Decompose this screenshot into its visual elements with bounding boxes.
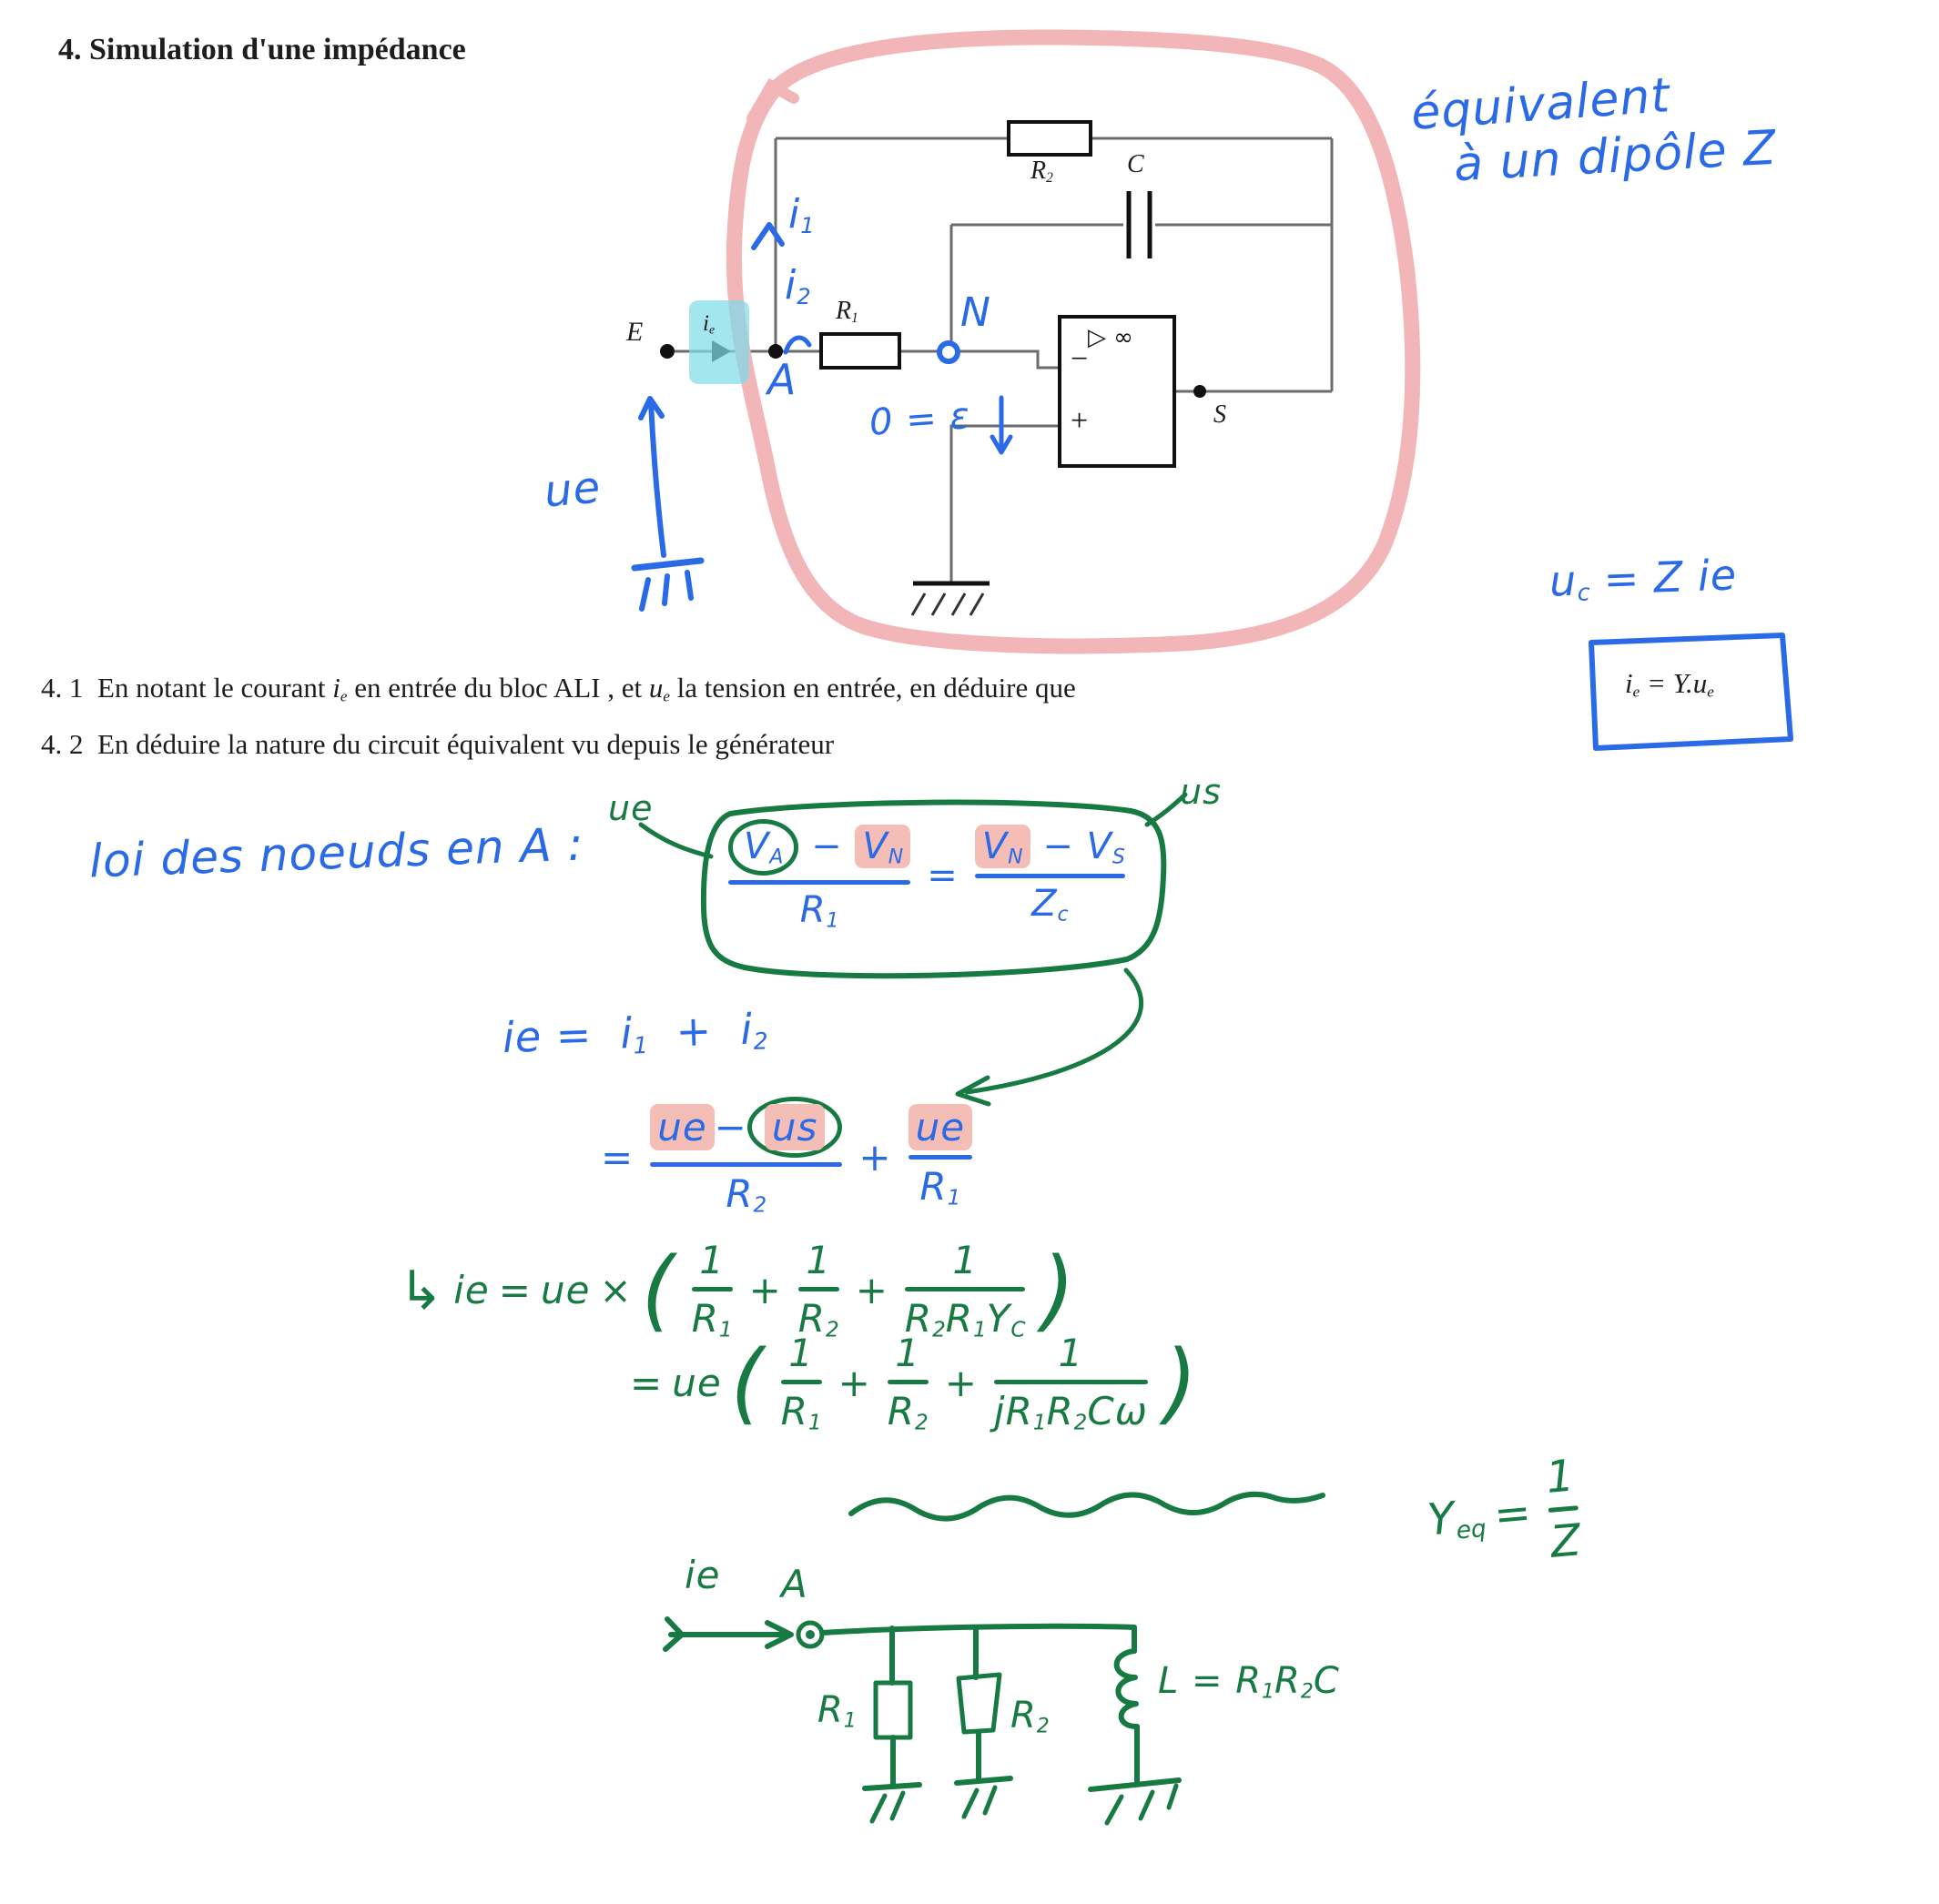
ue-ground-hatch: [687, 572, 691, 598]
sketch-R2-ground-hatch: [985, 1788, 995, 1813]
sketch-R1-ground-hatch: [892, 1793, 903, 1818]
uc-equation: uc = Z ie: [1548, 550, 1738, 606]
current-sum-equation: ie = i1 + i2: [502, 1004, 769, 1063]
question-4-2: 4. 2 En déduire la nature du circuit équivalent vu depuis le générateur: [41, 728, 835, 760]
sketch-A-label: A: [781, 1562, 808, 1606]
equivalent-note-line1: équivalent: [1409, 68, 1672, 141]
node-N-ring: [939, 343, 958, 361]
ue-connector-stroke: [641, 825, 711, 856]
us-green-label: us: [1180, 772, 1222, 812]
kcl-label: loi des noeuds en A :: [88, 817, 585, 888]
ue-symbol: ue: [648, 672, 670, 705]
ue-annotation: ue: [542, 461, 604, 518]
sketch-L-ground-hatch: [1141, 1792, 1152, 1818]
sketch-R1-ground: [865, 1785, 919, 1788]
sketch-L-ground-hatch: [1107, 1797, 1122, 1823]
page-title: 4. Simulation d'une impédance: [58, 33, 466, 66]
resistor-R2-symbol: [1009, 122, 1091, 155]
opamp-inverting-input: −: [1071, 342, 1089, 376]
sketch-R1-label: R1: [817, 1689, 857, 1733]
R2-label: R2: [1030, 157, 1053, 186]
sketch-inductor-coil: [1117, 1651, 1137, 1727]
sketch-R2-label: R2: [1010, 1695, 1050, 1738]
ground-hatches: [912, 593, 983, 615]
arrow-hook: ↳: [399, 1258, 445, 1322]
i1-arrowhead: [754, 225, 782, 248]
ue-ground-hatch: [665, 576, 667, 603]
ue-ground-hatch: [642, 580, 648, 609]
sketch-L-ground-hatch: [1169, 1786, 1176, 1808]
sketch-node-A-dot: [806, 1630, 815, 1639]
sketch-R2-box: [959, 1675, 1000, 1732]
opamp-infinity-symbol: ▷ ∞: [1088, 324, 1133, 351]
sketch-R2-ground-hatch: [964, 1790, 977, 1817]
ie-symbol: ie: [332, 672, 348, 705]
node-A-annotation: A: [767, 355, 797, 404]
question-4-1: 4. 1 En notant le courant ie en entrée du bloc ALI , et ue la tension en entrée, en déduire que: [41, 672, 1076, 705]
VN-highlighted: VN: [855, 825, 910, 868]
admittance-equation-2: = ue ( 1 R1 + 1 R2 + 1 jR1R2Cω ): [630, 1331, 1198, 1435]
sketch-L-formula: L = R1R2C: [1158, 1660, 1340, 1704]
R1-label: R1: [836, 297, 858, 326]
sketch-R2-ground: [957, 1778, 1010, 1783]
VA-circled: VA: [728, 819, 798, 876]
sketch-R1-ground-hatch: [872, 1796, 885, 1821]
question-number: 4. 2: [41, 728, 84, 760]
wavy-underline: [851, 1494, 1323, 1519]
node-E-label: E: [626, 317, 644, 347]
green-curved-arrow: [967, 970, 1142, 1092]
VN-highlighted: VN: [975, 825, 1030, 868]
resistor-R1-symbol: [821, 334, 899, 368]
node-E-dot: [660, 344, 675, 359]
boxed-result-formula: ie = Y.ue: [1625, 667, 1714, 701]
fraction: VN − VS Zc: [975, 825, 1125, 926]
yeq-equation: Yeq = 1 Z: [1425, 1450, 1584, 1568]
sketch-ie-label: ie: [685, 1553, 721, 1597]
ue-ground-bar: [634, 561, 701, 568]
fraction: ue R1: [909, 1104, 972, 1210]
admittance-equation-1: ↳ ie = ue × ( 1 R1 + 1 R2 + 1 R2R1YC ): [399, 1238, 1076, 1342]
equivalent-note-line2: à un dipôle Z: [1452, 120, 1779, 193]
ue-green-label: ue: [608, 788, 654, 828]
epsilon-annotation: 0 = ε: [868, 395, 972, 444]
node-S-label: S: [1213, 400, 1226, 429]
question-number: 4. 1: [41, 672, 84, 704]
current-ie-label: ie: [703, 311, 716, 337]
cyan-highlight-patch: [689, 300, 749, 384]
node-N-annotation: N: [960, 289, 991, 336]
us-circled: us: [747, 1097, 843, 1158]
current-expansion-equation: = ue − us R2 + ue R1: [601, 1097, 980, 1218]
ue-up-arrow: [651, 402, 664, 555]
sketch-R1-box: [876, 1683, 910, 1737]
ue-highlighted: ue: [909, 1104, 972, 1150]
ue-highlighted: ue: [650, 1104, 714, 1150]
fraction: ue − us R2: [650, 1097, 842, 1218]
C-label: C: [1127, 150, 1144, 178]
kcl-equation: VA − VN R1 = VN − VS Zc: [721, 819, 1132, 932]
i1-annotation: i1: [788, 191, 815, 239]
node-S-dot: [1193, 385, 1206, 398]
fraction: VA − VN R1: [728, 819, 910, 932]
opamp-noninverting-input: +: [1071, 404, 1089, 438]
i2-annotation: i2: [785, 262, 811, 310]
